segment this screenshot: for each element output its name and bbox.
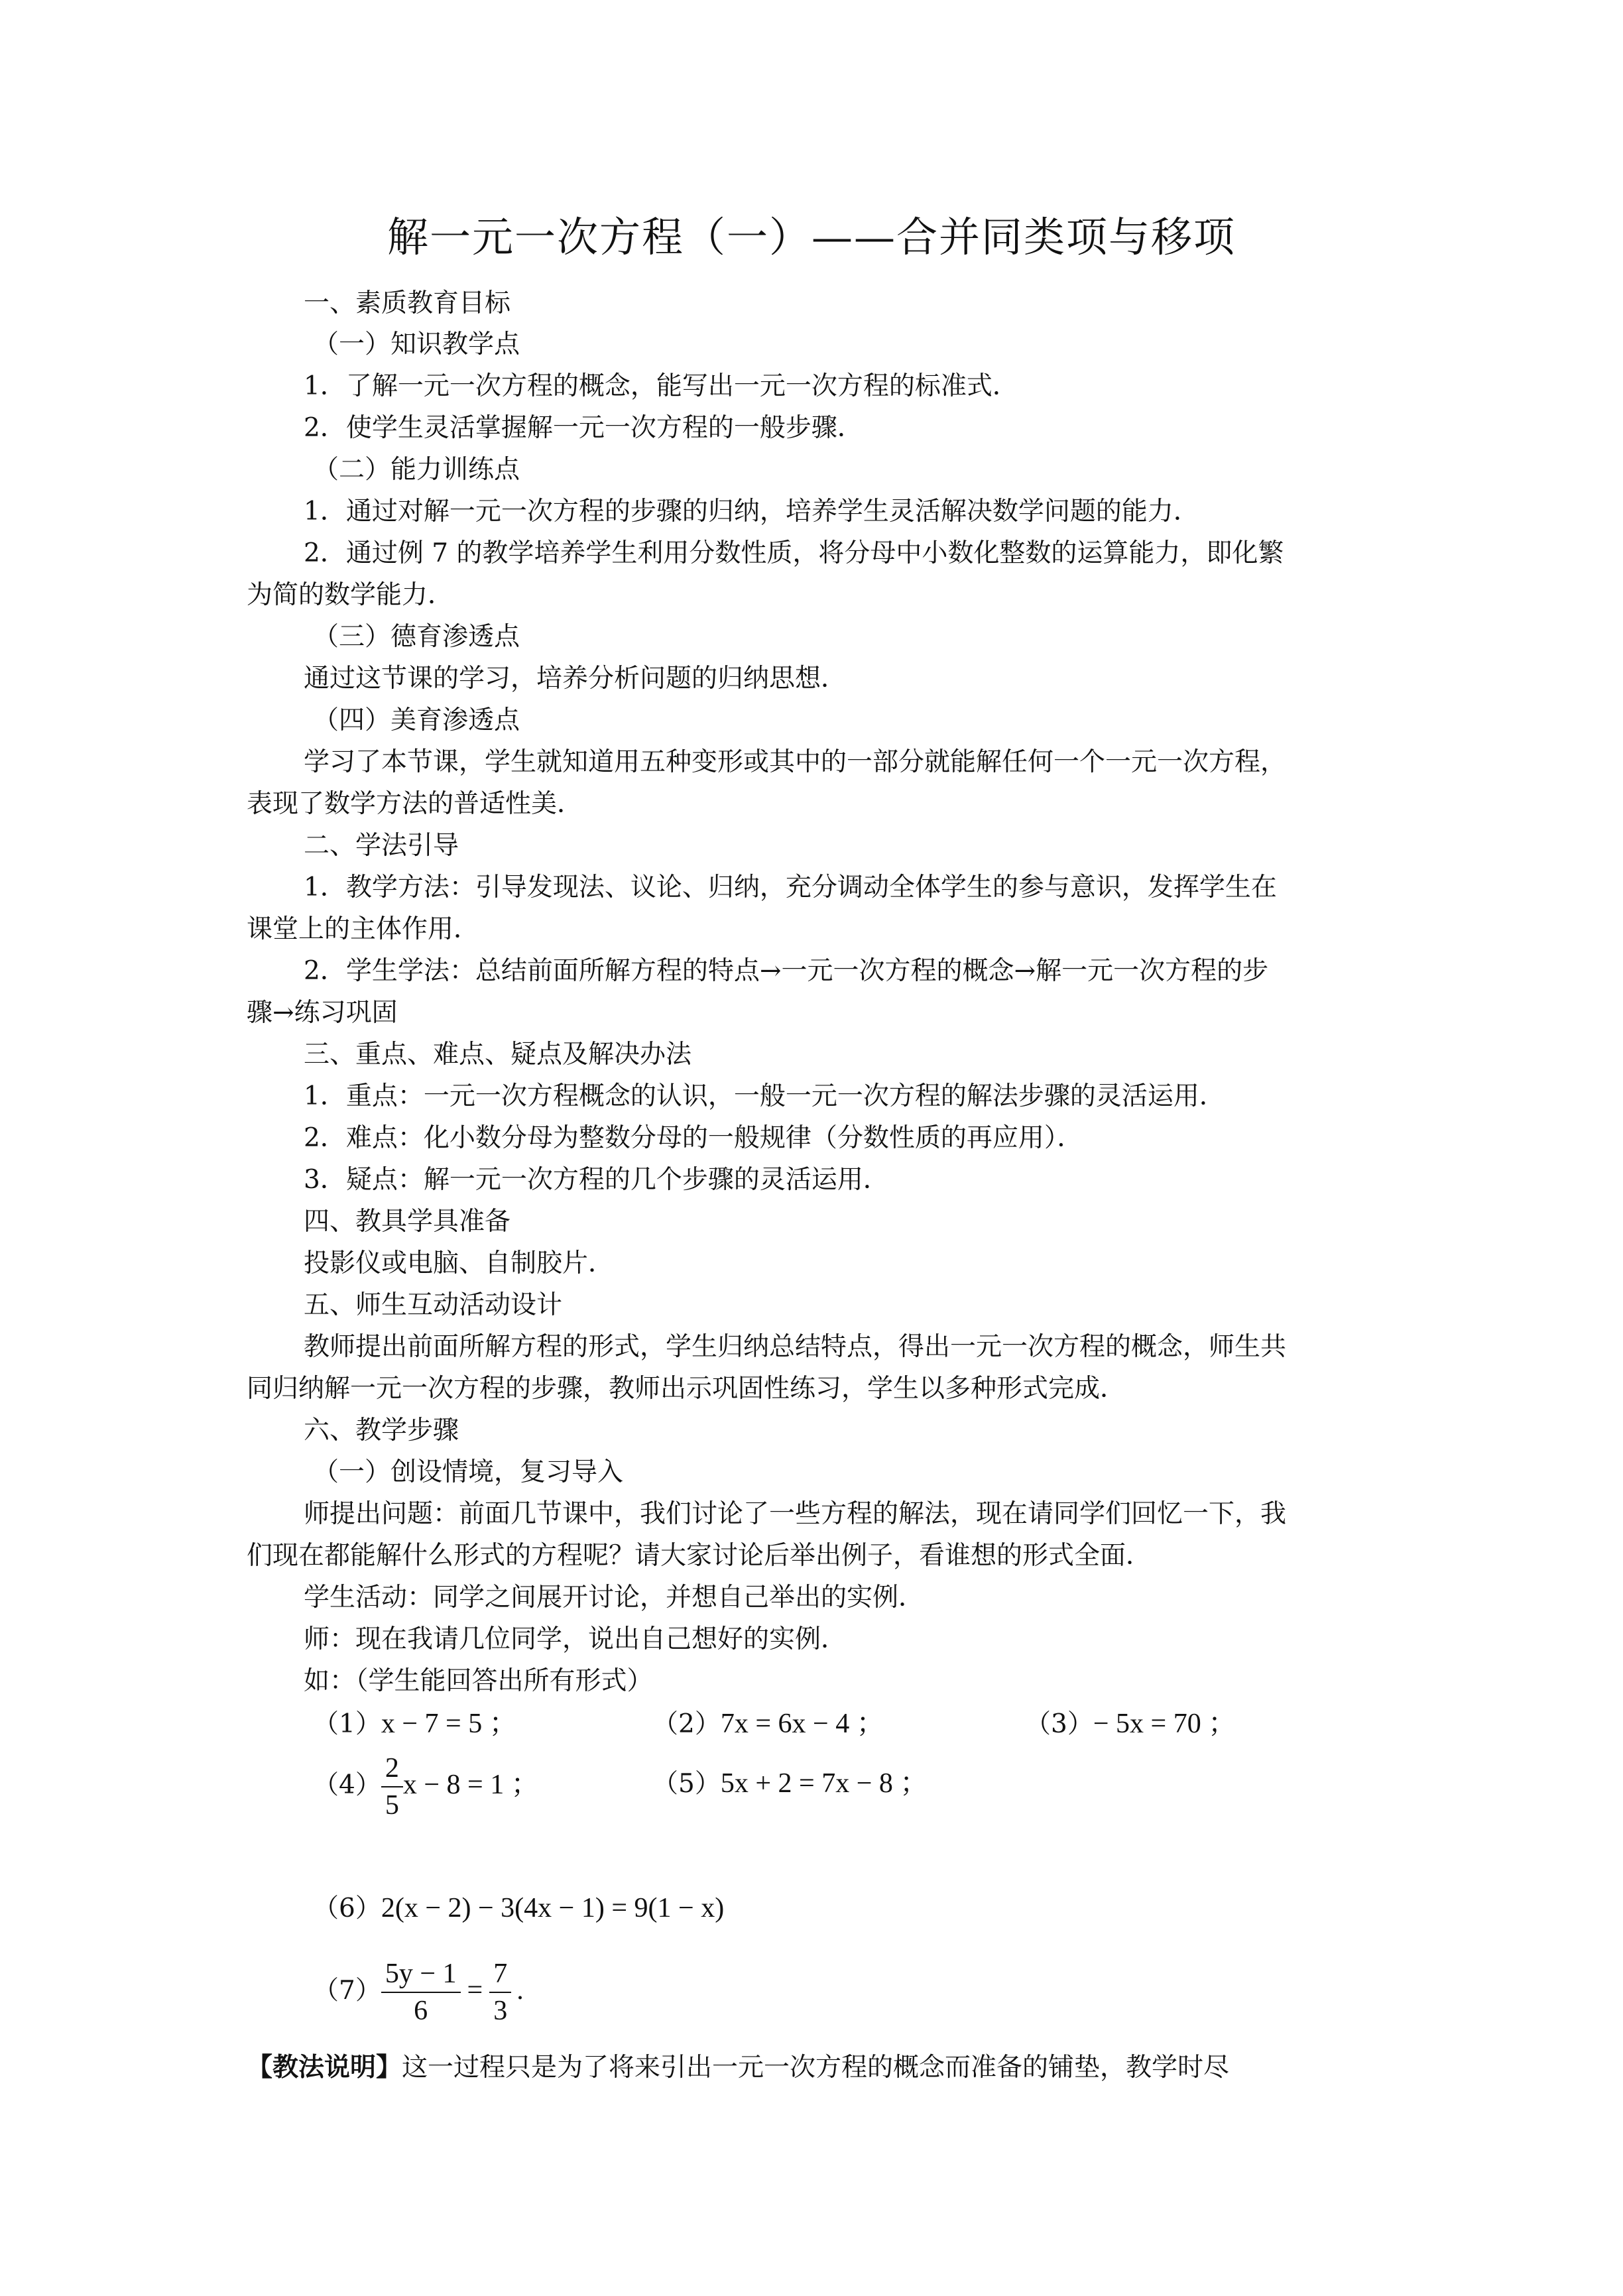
section-heading: 三、重点、难点、疑点及解决办法 xyxy=(304,1040,692,1069)
fraction: $\frac{2}{5}$ xyxy=(381,1750,403,1823)
section-heading: 一、素质教育目标 xyxy=(304,288,511,318)
note-label: 【教法说明】 xyxy=(247,2052,402,2083)
subsection-heading: （二）能力训练点 xyxy=(313,455,520,485)
paragraph-line: 师：现在我请几位同学，说出自己想好的实例． xyxy=(304,1624,847,1654)
list-item: 1．重点：一元一次方程概念的认识，一般一元一次方程的解法步骤的灵活运用． xyxy=(304,1081,1225,1111)
list-item: 2．难点：化小数分母为整数分母的一般规律（分数性质的再应用）． xyxy=(304,1123,1083,1153)
list-item: 2．通过例 7 的教学培养学生利用分数性质，将分母中小数化整数的运算能力，即化繁 xyxy=(304,538,1284,568)
section-heading: 四、教具学具准备 xyxy=(304,1207,511,1237)
paragraph-line: 们现在都能解什么形式的方程呢？请大家讨论后举出例子，看谁想的形式全面． xyxy=(247,1541,1152,1571)
paragraph-line: 为简的数学能力． xyxy=(247,580,454,610)
section-heading: 二、学法引导 xyxy=(304,831,459,861)
equation-3: （3）− 5x = 70 ； xyxy=(1025,1709,1236,1739)
paragraph-line: 学习了本节课，学生就知道用五种变形或其中的一部分就能解任何一个一元一次方程， xyxy=(304,747,1287,777)
fraction: $\frac{5y - 1}{6}$ xyxy=(381,1956,461,2029)
paragraph-line: 如：（学生能回答出所有形式） xyxy=(304,1666,653,1696)
paragraph-line: 教师提出前面所解方程的形式，学生归纳总结特点，得出一元一次方程的概念，师生共 xyxy=(304,1332,1287,1362)
equation-6: （6）2(x − 2) − 3(4x − 1) = 9(1 − x) xyxy=(313,1893,725,1923)
list-item: 3．疑点：解一元一次方程的几个步骤的灵活运用． xyxy=(304,1165,889,1195)
subsection-heading: （四）美育渗透点 xyxy=(313,705,520,735)
fraction: $\frac{7}{3}$ xyxy=(489,1956,511,2029)
section-heading: 六、教学步骤 xyxy=(304,1416,459,1445)
equation-2: （2）7x = 6x − 4 ； xyxy=(652,1709,884,1739)
equation-7: （7） $\frac{5y - 1}{6}$ = $\frac{7}{3}$ . xyxy=(313,1956,524,2029)
paragraph-line: 投影仪或电脑、自制胶片． xyxy=(304,1248,615,1278)
list-item: 1．教学方法：引导发现法、议论、归纳，充分调动全体学生的参与意识，发挥学生在 xyxy=(304,873,1277,902)
note-text: 这一过程只是为了将来引出一元一次方程的概念而准备的铺垫，教学时尽 xyxy=(402,2053,1230,2083)
list-item: 1．通过对解一元一次方程的步骤的归纳，培养学生灵活解决数学问题的能力． xyxy=(304,497,1199,526)
subsection-heading: （三）德育渗透点 xyxy=(313,622,520,652)
teaching-note xyxy=(247,2050,1387,2085)
list-item: 1．了解一元一次方程的概念，能写出一元一次方程的标准式． xyxy=(304,371,1018,401)
equation-4: （4） $\frac{2}{5}$ x − 8 = 1 ； xyxy=(313,1750,539,1823)
list-item: 2．使学生灵活掌握解一元一次方程的一般步骤． xyxy=(304,413,863,443)
paragraph-line: 课堂上的主体作用． xyxy=(247,914,480,944)
equation-5: （5）5x + 2 = 7x − 8 ； xyxy=(652,1768,928,1799)
list-item: 2．学生学法：总结前面所解方程的特点→一元一次方程的概念→解一元一次方程的步 xyxy=(304,956,1269,986)
equation-1: （1）x − 7 = 5 ； xyxy=(313,1709,517,1739)
paragraph-line: 通过这节课的学习，培养分析问题的归纳思想． xyxy=(304,664,847,694)
paragraph-line: 同归纳解一元一次方程的步骤，教师出示巩固性练习，学生以多种形式完成． xyxy=(247,1374,1126,1404)
section-heading: 五、师生互动活动设计 xyxy=(304,1290,563,1320)
subsection-heading: （一）创设情境，复习导入 xyxy=(313,1457,624,1487)
subsection-heading: （一）知识教学点 xyxy=(313,330,520,359)
paragraph-line: 学生活动：同学之间展开讨论，并想自己举出的实例． xyxy=(304,1583,925,1612)
page-title: 解一元一次方程（一）——合并同类项与移项 xyxy=(387,213,1236,261)
paragraph-line: 师提出问题：前面几节课中，我们讨论了一些方程的解法，现在请同学们回忆一下，我 xyxy=(304,1499,1287,1529)
paragraph-line: 骤→练习巩固 xyxy=(247,998,398,1028)
paragraph-line: 表现了数学方法的普适性美． xyxy=(247,789,583,819)
